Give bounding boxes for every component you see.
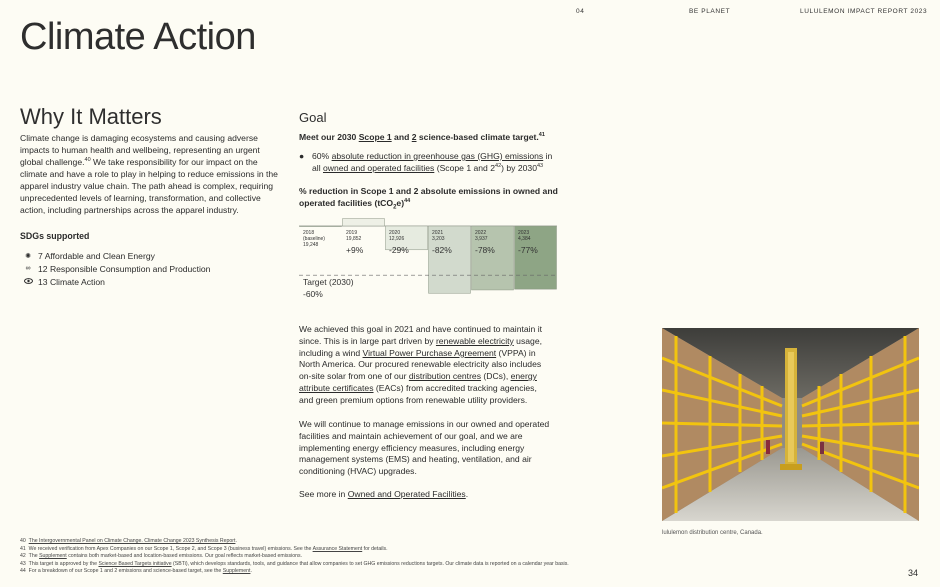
photo-caption: lululemon distribution centre, Canada. [662,530,763,536]
emissions-chart [299,216,557,316]
emissions-chart-svg [299,216,557,316]
chart-title [299,185,559,214]
para-text: . [465,489,469,499]
bullet-text: in all [312,151,553,173]
footnote-ref-43[interactable]: 43 [536,163,544,170]
footnotes [20,538,569,576]
bullet-text: ) by 2030 [501,163,537,173]
owned-facilities-link[interactable]: owned and operated facilities [323,163,435,173]
chart-emissions-label: 4,384 [518,236,531,242]
page-title: Climate Action [20,16,256,58]
para-text: See more in [299,489,348,499]
chart-title-text: % reduction in Scope 1 and 2 absolute emissions in owned and operated facilities (tCO [299,186,558,208]
infinity-icon: ∞ [25,265,31,272]
para-text: usage, including a wind [299,335,542,358]
footnote-44 [20,568,569,576]
sdg-heading: SDGs supported [20,231,90,241]
continue-paragraph: We will continue to manage emissions in our owned and operated facilities and maintain achievement of our goal, and we are implementing energy efficiency measures, including energy management systems (EMS) and heating, ventilation, and air conditioning (HVAC) upgrades. [299,419,550,477]
chart-change-label: -77% [518,245,538,255]
chart-emissions-label: 19,852 [346,236,362,242]
vppa-link[interactable]: Virtual Power Purchase Agreement [362,347,497,358]
chart-emissions-label: 3,937 [475,236,488,242]
supplement-link[interactable]: Supplement [39,553,67,560]
footnote-text: For a breakdown of our Scope 1 and 2 emissions and science-based target, see the [28,568,223,575]
para-text: (DCs), [481,371,511,382]
para-text: We achieved this goal in 2021 and have continued to maintain it since. This is in large part driven by [299,324,543,346]
chart-title-sub: 2 [393,204,397,211]
chart-change-label: -29% [389,245,409,255]
distribution-centres-link[interactable]: distribution centres [408,371,482,382]
footnote-ref-44[interactable]: 44 [404,198,411,205]
footnote-42 [20,553,569,561]
sdg-item-7 [20,249,210,262]
chart-year-label: 2023 [518,230,530,236]
bullet-dot: ● [299,151,305,161]
eye-icon [24,278,32,286]
chart-title-text: e) [396,198,405,208]
footnote-num: 42 [20,553,26,560]
goal-bullet [299,150,561,174]
footnote-ref-40[interactable]: 40 [84,157,91,164]
chart-year-label: 2021 [432,230,444,236]
sdg-label: 13 Climate Action [38,276,105,287]
chart-year-label: 2019 [346,230,358,236]
goal-text: science-based climate target. [416,132,539,142]
goal-text: Meet our 2030 [299,132,359,142]
footnote-text: . [235,538,237,544]
sbti-link[interactable]: Science Based Targets initiative [98,560,172,567]
why-text-1: Climate change is damaging ecosystems and causing adverse impacts to human health and wellbeing, representing an urgent global challenge. [20,133,260,167]
footnote-text: . [250,568,252,575]
why-paragraph [20,132,282,216]
warehouse-illustration [662,328,919,521]
chart-baseline-note: (baseline) [303,236,325,242]
sdg-list [20,249,210,288]
ipcc-report-link[interactable]: The Intergovernmental Panel on Climate Change. Climate Change 2023 Synthesis Report [28,538,236,544]
why-text-2: We take responsibility for our impact on the climate and have a role to play in helping to reduce emissions in the apparel industry value chain. The path ahead is complex, requiring unprecedented levels of learning, transformation, and collective action, including partnerships across the apparel industry. [20,157,278,215]
chart-change-label: +9% [346,245,364,255]
chart-year-label: 2018 [303,230,315,236]
ghg-reduction-link[interactable]: absolute reduction in greenhouse gas (GHG) emissions [331,151,544,161]
bullet-text: (Scope 1 and 2 [434,163,496,173]
chart-bar-2019 [343,219,385,226]
section-name: BE PLANET [689,8,731,15]
chart-emissions-label: 3,203 [432,236,445,242]
footnote-text: The [28,553,40,560]
chart-year-label: 2022 [475,230,487,236]
chart-emissions-label: 12,926 [389,236,405,242]
report-title: LULULEMON IMPACT REPORT 2023 [800,8,928,15]
page-number: 34 [908,568,919,578]
para-text: (VPPA) in North America. Our procured renewable electricity also includes on-site solar from one of our [299,347,542,382]
footnote-text: We received verification from Apex Companies on our Scope 1, Scope 2, and Scope 3 (business travel) emissions. See the [28,545,313,552]
achievement-paragraph [299,324,551,407]
sdg-item-12 [20,262,210,275]
renewable-electricity-link[interactable]: renewable electricity [435,335,514,346]
energy-certificates-link[interactable]: energy attribute certificates [299,371,537,393]
footnote-num: 40 [20,538,26,544]
chart-target-label: Target (2030) [303,277,354,288]
sdg-label: 12 Responsible Consumption and Production [38,263,211,274]
footnote-ref-42[interactable]: 42 [495,163,502,170]
why-heading: Why It Matters [20,104,162,129]
chart-change-label: -78% [475,245,495,255]
footnote-num: 43 [20,560,26,567]
scope2-link[interactable]: 2 [411,132,417,142]
chart-emissions-label: 19,248 [303,242,319,248]
chart-bar-2018 [300,226,342,227]
para-text: (EACs) from accredited tracking agencies, and green premium options from renewable utility providers. [299,382,537,405]
footnote-text: This target is approved by the [28,560,99,567]
warehouse-photo [662,328,919,521]
footnote-43 [20,561,569,569]
sdg-item-13 [20,275,210,288]
goal-lead [299,132,545,142]
assurance-statement-link[interactable]: Assurance Statement [312,545,363,552]
owned-operated-facilities-link[interactable]: Owned and Operated Facilities [347,489,466,499]
footnote-40 [20,538,569,546]
section-number: 04 [576,8,585,15]
goal-heading: Goal [299,110,327,125]
footnote-num: 41 [20,545,26,552]
chart-change-label: -82% [432,245,452,255]
footnote-41 [20,546,569,554]
footnote-ref-41[interactable]: 41 [538,132,545,139]
scope1-link[interactable]: Scope 1 [358,132,392,142]
footnote-text: for details. [362,545,388,552]
bullet-text: 60% [312,151,332,161]
goal-text: and [391,132,412,142]
see-more-paragraph [299,489,551,501]
supplement-link-2[interactable]: Supplement [222,568,251,575]
sdg-label: 7 Affordable and Clean Energy [38,250,155,261]
chart-year-label: 2020 [389,230,401,236]
chart-target-value: -60% [303,289,323,300]
footnote-num: 44 [20,568,26,575]
footnote-text: (SBTi), which develops standards, tools, and guidance that allow companies to set GHG emissions reductions targets. Our climate data is reported on a calendar year basis. [171,560,569,567]
footnote-text: contains both market-based and location-based emissions. Our goal reflects market-based emissions. [66,553,303,560]
sun-icon: ✺ [25,252,31,260]
